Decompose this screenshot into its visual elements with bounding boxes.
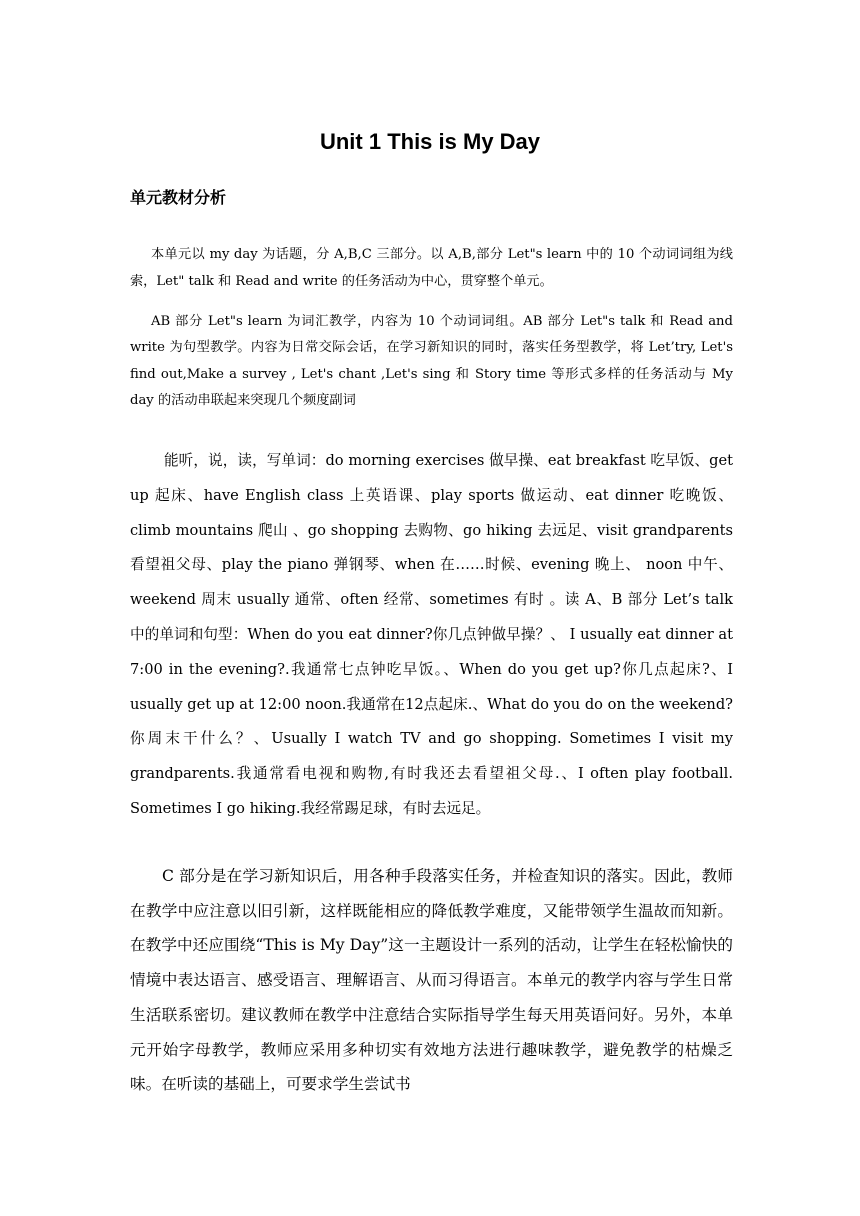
paragraph-intro: 本单元以 my day 为话题，分 A,B,C 三部分。以 A,B,部分 Let"s learn 中的 10 个动词词组为线索，Let" talk 和 Read and write 的任务活动为中心，贯穿整个单元。 <box>130 247 733 289</box>
paragraph-ab-parts: AB 部分 Let"s learn 为词汇教学，内容为 10 个动词词组。AB 部分 Let"s talk 和 Read and write 为句型教学。内容为日常交际会话，在学习新知识的同时，落实任务型教学，将 Let’try, Let's find out,Make a survey , Let's chant ,Let's sing 和 Story time 等形式多样的任务活动与 My day 的活动串联起来突现几个频度副词 <box>130 314 733 408</box>
paragraph-part-c: C 部分是在学习新知识后，用各种手段落实任务，并检查知识的落实。因此，教师在教学中应注意以旧引新，这样既能相应的降低教学难度，又能带领学生温故而知新。在教学中还应围绕“This is My Day”这一主题设计一系列的活动，让学生在轻松愉快的情境中表达语言、感受语言、理解语言、从而习得语言。本单元的教学内容与学生日常生活联系密切。建议教师在教学中注意结合实际指导学生每天用英语问好。另外，本单元开始字母教学，教师应采用多种切实有效地方法进行趣味教学，避免教学的枯燥乏味。在听读的基础上，可要求学生尝试书 <box>130 867 733 1094</box>
document-title: Unit 1 This is My Day <box>319 129 541 154</box>
paragraph-vocabulary: 能听，说，读，写单词：do morning exercises 做早操、eat breakfast 吃早饭、get up 起床、have English class 上英语课、play sports 做运动、eat dinner 吃晚饭、climb mountains 爬山 、go shopping 去购物、go hiking 去远足、visit grandparents 看望祖父母、play the piano 弹钢琴、when 在……时候、evening 晚上、 noon 中午、weekend 周末 usually 通常、often 经常、sometimes 有时 。读 A、B 部分 Let’s talk 中的单词和句型：When do you eat dinner?你几点钟做早操？、 I usually eat dinner at 7:00 in the evening?.我通常七点钟吃早饭。、When do you get up?你几点起床?、I usually get up at 12:00 noon.我通常在12点起床.、What do you do on the weekend?你周末干什么？、Usually I watch TV and go shopping. Sometimes I visit my grandparents.我通常看电视和购物,有时我还去看望祖父母.、I often play football. Sometimes I go hiking.我经常踢足球，有时去远足。 <box>130 452 733 817</box>
section-heading: 单元教材分析 <box>130 188 227 207</box>
